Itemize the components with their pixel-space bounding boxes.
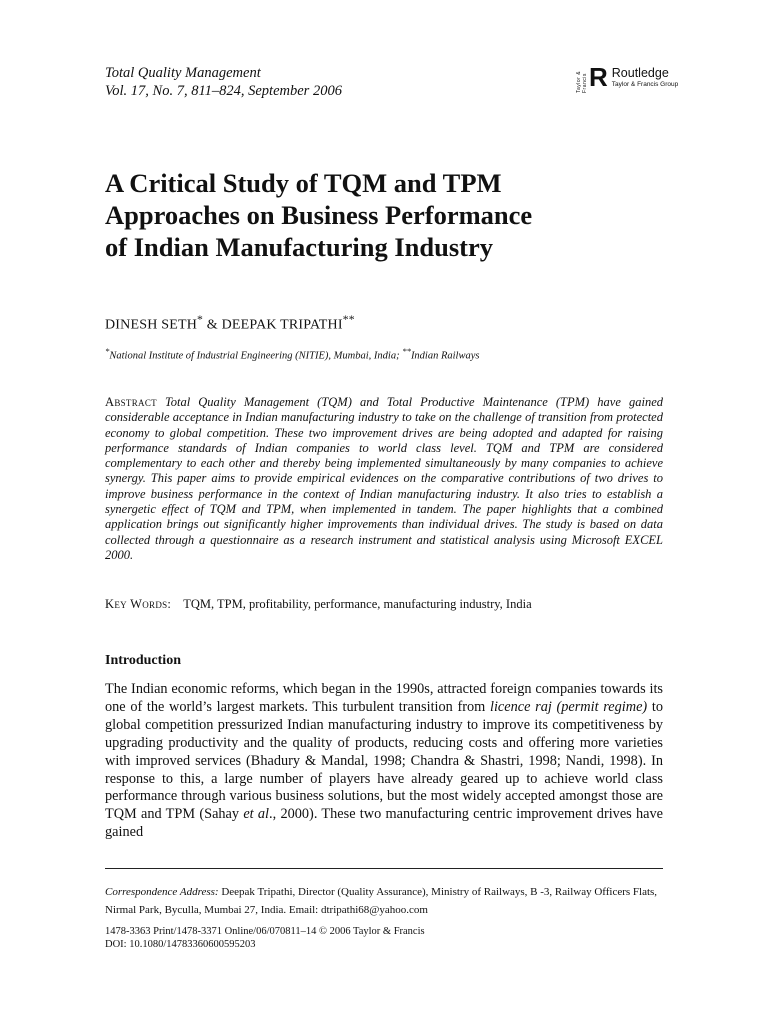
intro-text: to global competition pressurized Indian manufacturing industry to improve its competitiveness by upgrading productivity and the quality of products, reducing costs and offering more varieties with improved services (Bhadury & Mandal, 1998; Chandra & Shastri, 1998; Nandi, 1998). In response to this, a large number of players have already geared up to achieve world class performance through various business solutions, but the most widely accepted amongst those are TQM and TPM (Sahay: [105, 698, 664, 823]
affiliation-text: National Institute of Industrial Engineering (NITIE), Mumbai, India;: [109, 350, 400, 362]
affiliation-mark: **: [402, 346, 411, 356]
title-line: of Indian Manufacturing Industry: [105, 232, 494, 262]
journal-volume: Vol. 17, No. 7, 811–824, September 2006: [105, 83, 342, 99]
keywords: [105, 597, 532, 612]
correspondence-label: Correspondence Address:: [105, 886, 219, 898]
title-line: Approaches on Business Performance: [105, 200, 533, 230]
intro-emphasis: et al: [243, 806, 270, 823]
correspondence-text: Deepak Tripathi, Director (Quality Assurance), Ministry of Railways, B -3, Railway Officers Flats, Nirmal Park, Byculla, Mumbai 27, India. Email: dtripathi68@yahoo.com: [105, 886, 658, 916]
correspondence-address: [105, 884, 665, 919]
keywords-label: Key Words:: [105, 597, 172, 611]
intro-text: ., 2000). These two manufacturing centric improvement drives have gained: [105, 806, 663, 841]
author-separator: &: [203, 317, 222, 333]
routledge-logo-icon: [576, 64, 608, 93]
authors-line: [105, 313, 355, 334]
abstract: [105, 395, 663, 563]
abstract-text: Total Quality Management (TQM) and Total Productive Maintenance (TPM) have gained considerable acceptance in Indian manufacturing industry to take on the challenge of transition from protected economy to global competition. These two improvement drives are being adopted and adapted for raising performance standards of Indian companies to world class level. TQM and TPM are considered complementary to each other and thereby being implemented simultaneously by many companies to achieve synergy. This paper aims to provide empirical evidences on the comparative contributions of two drives to improve business performance in the context of Indian manufacturing industry. It also tries to establish a synergetic effect of TQM and TPM, when implemented in tandem. The paper highlights that a combined application brings out significantly higher improvements than individual drives. The study is based on data collected through a questionnaire as a research instrument and statistical analysis using Microsoft EXCEL 2000.: [105, 395, 663, 562]
author-mark: **: [342, 313, 355, 326]
introduction-paragraph: [105, 681, 663, 842]
section-heading: Introduction: [105, 653, 181, 668]
journal-name: Total Quality Management: [105, 65, 261, 81]
keywords-text: TQM, TPM, profitability, performance, manufacturing industry, India: [183, 597, 532, 611]
journal-header: [105, 64, 342, 100]
author-name: DINESH SETH: [105, 317, 198, 333]
author-mark: *: [197, 313, 204, 326]
intro-emphasis: licence raj (permit regime): [489, 698, 648, 715]
paper-title: [105, 167, 665, 263]
publisher-name: Routledge: [611, 66, 669, 80]
affiliation-text: Indian Railways: [410, 350, 480, 362]
intro-text: The Indian economic reforms, which began in the 1990s, attracted foreign companies towards its one of the world’s largest markets. This turbulent transition from: [105, 681, 663, 715]
footnote-divider: [105, 868, 663, 869]
publisher-symbol: R: [589, 62, 608, 92]
title-line: A Critical Study of TQM and TPM: [105, 168, 502, 198]
affiliation-mark: *: [105, 346, 110, 356]
publisher-vertical-text: Taylor & Francis: [576, 70, 588, 93]
doi-line: DOI: 10.1080/14783360600595203: [105, 939, 256, 950]
publisher-group: Taylor & Francis Group: [611, 81, 679, 88]
publication-meta: [105, 925, 425, 951]
affiliations: [105, 346, 479, 362]
author-name: DEEPAK TRIPATHI: [221, 317, 343, 333]
issn-line: 1478-3363 Print/1478-3371 Online/06/070811–14 © 2006 Taylor & Francis: [105, 926, 425, 937]
abstract-label: Abstract: [105, 395, 157, 409]
publisher-logo: [576, 64, 678, 93]
